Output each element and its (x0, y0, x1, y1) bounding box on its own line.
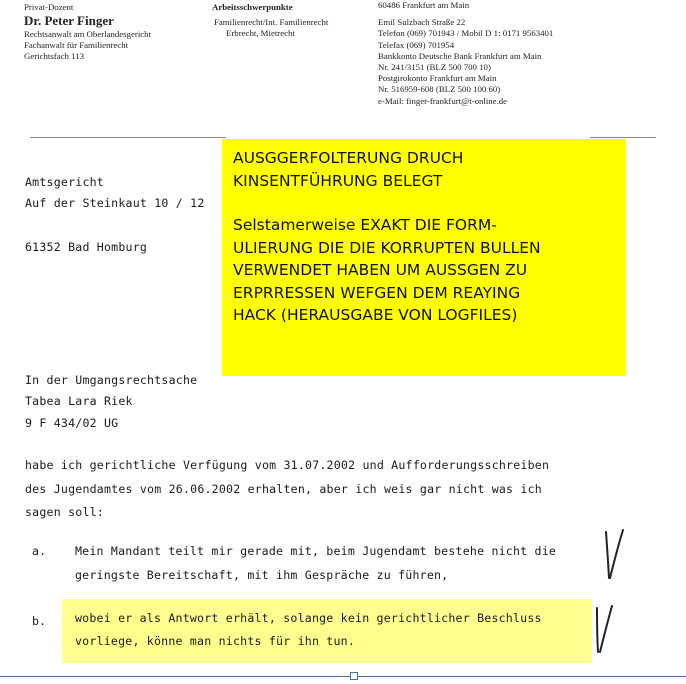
annotation-body-line: VERWENDET HABEN UM AUSSGEN ZU (233, 261, 528, 279)
letterhead-focus-line: Erbrecht, Mietrecht (226, 28, 295, 38)
handwritten-check-mark (588, 604, 622, 656)
letterhead-city: 60486 Frankfurt am Main (378, 0, 470, 10)
letterhead-lawyer-block (24, 2, 214, 62)
letterhead-title: Privat-Dozent (24, 2, 74, 12)
letterhead-bank: Bankkonto Deutsche Bank Frankfurt am Main (378, 50, 542, 61)
letterhead-address: Emil Sulzbach Straße 22 (378, 17, 466, 28)
recipient-court: Amtsgericht (25, 175, 104, 189)
letterhead-focus-heading: Arbeitsschwerpunkte (212, 2, 293, 12)
letterhead-line: Fachanwalt für Familienrecht (24, 40, 129, 50)
letterhead-divider (30, 137, 226, 138)
recipient-city: 61352 Bad Homburg (25, 240, 148, 254)
letterhead-email: e-Mail: finger-frankfurt@t-online.de (378, 95, 508, 106)
case-parties: Tabea Lara Riek (25, 394, 133, 408)
letterhead-bank-number: Nr. 241/3151 (BLZ 500 700 10) (378, 62, 491, 73)
letterhead-line: Gerichtsfach 113 (24, 51, 85, 61)
case-heading: In der Umgangsrechtsache (25, 373, 198, 387)
body-intro-line: habe ich gerichtliche Verfügung vom 31.07.2002 und Aufforderungsschreiben (25, 458, 550, 472)
letterhead-focus-line: Familienrecht/Int. Familienrecht (214, 17, 329, 27)
item-b-highlight (62, 599, 592, 663)
annotation-body-line: HACK (HERAUSGABE VON LOGFILES) (233, 306, 518, 324)
item-a-marker: a. (32, 544, 47, 558)
letterhead-fax: Telefax (069) 701954 (378, 39, 455, 50)
item-a-line: geringste Bereitschaft, mit ihm Gespräche zu führen, (75, 568, 449, 582)
letterhead-phone: Telefon (069) 701943 / Mobil D 1: 0171 9563401 (378, 28, 554, 39)
handwritten-check-mark (596, 528, 630, 584)
annotation-box (222, 139, 626, 376)
letterhead-divider (590, 137, 656, 138)
body-intro-line: des Jugendamtes vom 26.06.2002 erhalten, aber ich weis gar nicht was ich (25, 482, 542, 496)
letterhead-focus-block (212, 2, 362, 39)
letterhead-contact-block (378, 0, 658, 107)
letterhead-postbank-number: Nr. 516959-608 (BLZ 500 100 60) (378, 84, 501, 95)
body-intro-line: sagen soll: (25, 505, 104, 519)
recipient-street: Auf der Steinkaut 10 / 12 (25, 196, 205, 210)
item-b-line: vorliege, könne man nichts für ihn tun. (75, 634, 356, 648)
annotation-body-line: ULIERUNG DIE DIE KORRUPTEN BULLEN (233, 238, 541, 257)
annotation-body-line: Selstamerweise EXAKT DIE FORM- (233, 216, 497, 234)
annotation-body-line: ERPRRESSEN WEFGEN DEM REAYING (233, 283, 521, 302)
annotation-heading-line: KINSENTFÜHRUNG BELEGT (233, 171, 443, 190)
letterhead-line: Rechtsanwalt am Oberlandesgericht (24, 29, 152, 39)
case-number: 9 F 434/02 UG (25, 416, 119, 430)
resize-handle[interactable] (350, 672, 358, 680)
selection-frame-edge (0, 676, 686, 677)
item-b-marker: b. (32, 614, 47, 628)
item-b-line: wobei er als Antwort erhält, solange kein gerichtlicher Beschluss (75, 611, 542, 625)
annotation-heading-line: AUSGGERFOLTERUNG DRUCH (233, 149, 464, 167)
item-a-line: Mein Mandant teilt mir gerade mit, beim Jugendamt bestehe nicht die (75, 544, 557, 558)
letterhead-name: Dr. Peter Finger (24, 13, 114, 28)
letterhead-postbank: Postgirokonto Frankfurt am Main (378, 73, 497, 84)
